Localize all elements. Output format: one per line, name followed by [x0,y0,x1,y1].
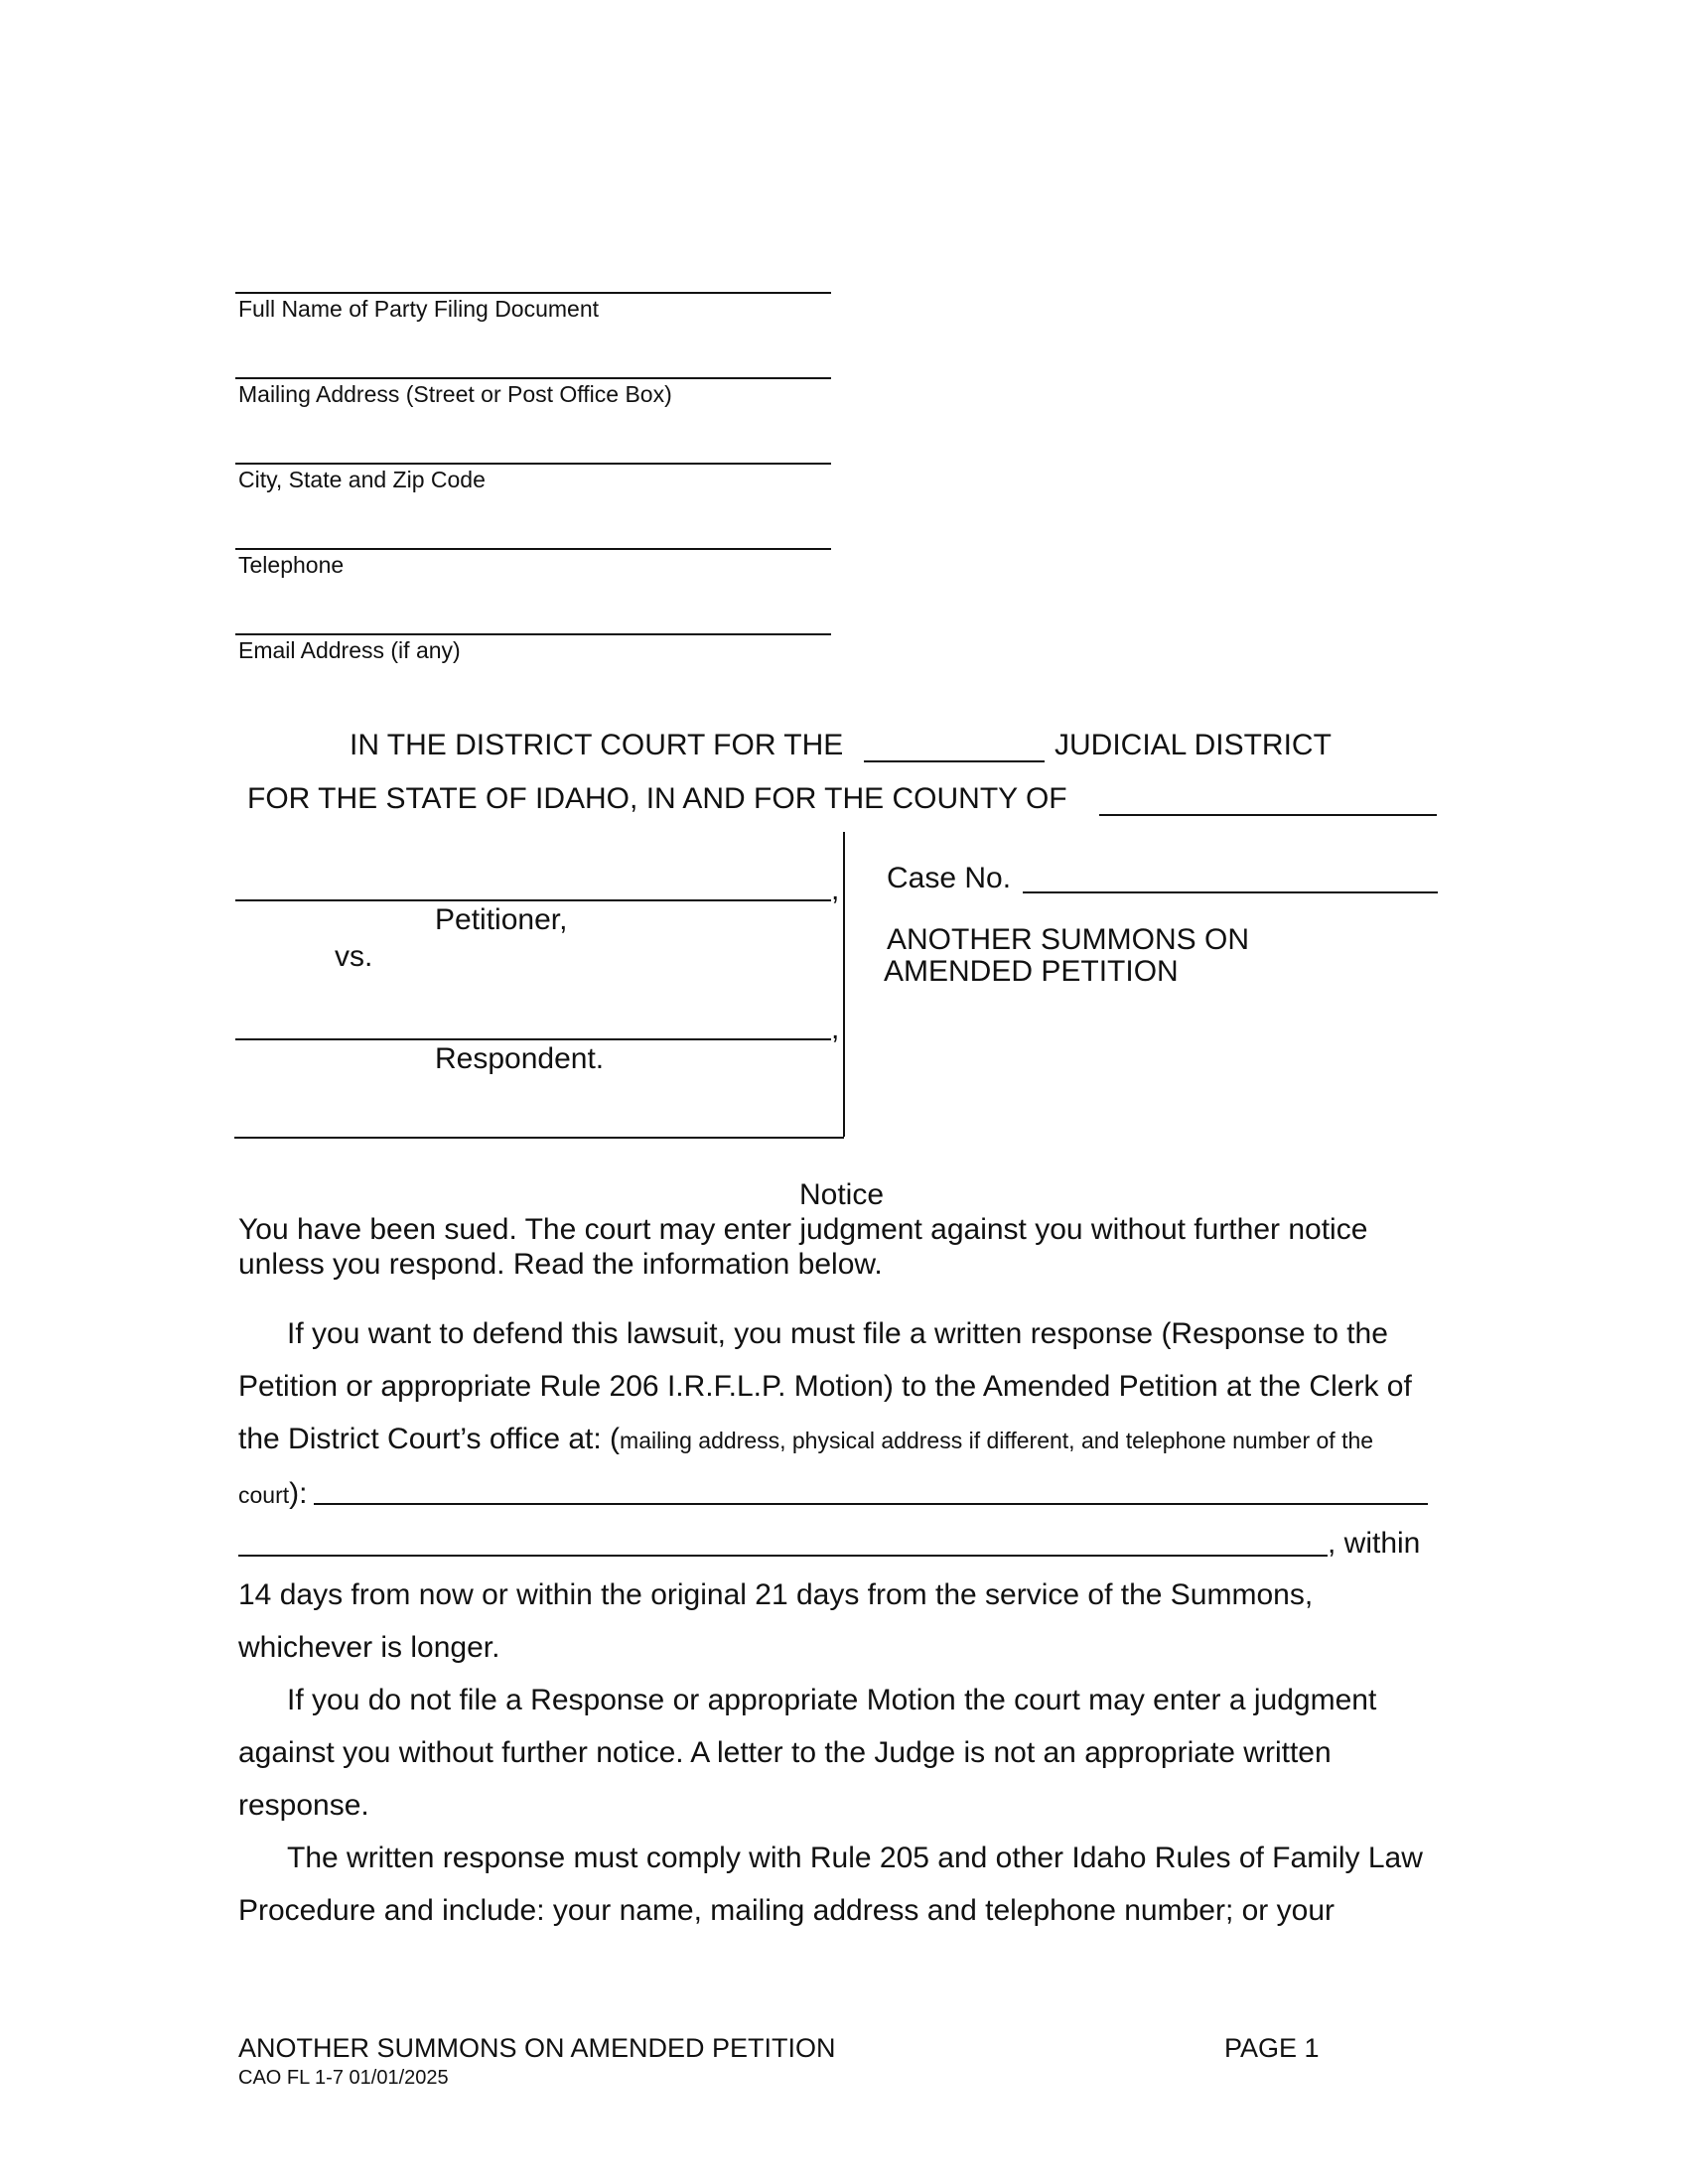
doc-title-line-1: ANOTHER SUMMONS ON [887,923,1250,956]
court-line-1-prefix: IN THE DISTRICT COURT FOR THE [350,729,844,761]
paragraph-1-line-6: 14 days from now or within the original 21 days from the service of the Summons, [238,1578,1314,1611]
telephone-label: Telephone [238,552,345,578]
respondent-name-line[interactable] [235,1038,831,1040]
email-line[interactable] [235,633,831,635]
county-blank[interactable] [1099,814,1437,816]
respondent-comma: , [831,1013,840,1045]
paragraph-3-line-1: The written response must comply with Rule 205 and other Idaho Rules of Family Law [287,1842,1423,1874]
paragraph-2-line-3: response. [238,1789,369,1822]
mailing-address-line[interactable] [235,377,831,379]
court-paren-colon: ): [289,1477,308,1510]
petitioner-name-line[interactable] [235,899,831,901]
notice-text-line-1: You have been sued. The court may enter judgment against you without further notice [238,1213,1368,1246]
paragraph-1-line-3-main: the District Court’s office at: ( [238,1423,621,1455]
court-address-blank-1[interactable] [314,1503,1428,1505]
telephone-line[interactable] [235,548,831,550]
notice-heading: Notice [799,1178,885,1211]
footer-form-code: CAO FL 1-7 01/01/2025 [238,2067,449,2089]
full-name-label: Full Name of Party Filing Document [238,296,600,322]
vs-label: vs. [335,940,373,973]
footer-doc-title: ANOTHER SUMMONS ON AMENDED PETITION [238,2033,836,2063]
paragraph-2-line-2: against you without further notice. A letter to the Judge is not an appropriate written [238,1736,1332,1769]
court-address-blank-2[interactable] [238,1555,1328,1557]
court-line-2-prefix: FOR THE STATE OF IDAHO, IN AND FOR THE COUNTY OF [247,782,1067,815]
paragraph-1-line-3-small: mailing address, physical address if different, and telephone number of the [620,1428,1374,1453]
email-label: Email Address (if any) [238,637,461,663]
court-line-1-suffix: JUDICIAL DISTRICT [1055,729,1332,761]
doc-title-line-2: AMENDED PETITION [884,955,1179,988]
caption-bottom-rule [234,1137,844,1139]
caption-divider [843,832,845,1137]
city-state-zip-line[interactable] [235,463,831,465]
paragraph-1-line-1: If you want to defend this lawsuit, you must file a written response (Response to the [287,1317,1388,1350]
within-suffix: , within [1328,1527,1421,1560]
case-no-blank[interactable] [1023,891,1438,893]
paragraph-3-line-2: Procedure and include: your name, mailing address and telephone number; or your [238,1894,1335,1927]
city-state-zip-label: City, State and Zip Code [238,467,486,492]
footer-page-number: PAGE 1 [1224,2033,1320,2063]
paragraph-2-line-1: If you do not file a Response or appropriate Motion the court may enter a judgment [287,1684,1377,1716]
paragraph-1-line-3 [238,1423,1373,1456]
notice-text-line-2: unless you respond. Read the information below. [238,1248,883,1281]
respondent-label: Respondent. [435,1042,605,1075]
paragraph-1-line-7: whichever is longer. [238,1631,500,1664]
petitioner-comma: , [831,874,840,906]
full-name-line[interactable] [235,292,831,294]
court-word: court [238,1482,290,1508]
judicial-district-blank[interactable] [864,760,1045,762]
mailing-address-label: Mailing Address (Street or Post Office Box) [238,381,672,407]
paragraph-1-line-2: Petition or appropriate Rule 206 I.R.F.L.P. Motion) to the Amended Petition at the Clerk of [238,1370,1412,1403]
case-no-label: Case No. [887,862,1012,894]
paragraph-1-line-4 [238,1477,307,1511]
petitioner-label: Petitioner, [435,903,568,936]
